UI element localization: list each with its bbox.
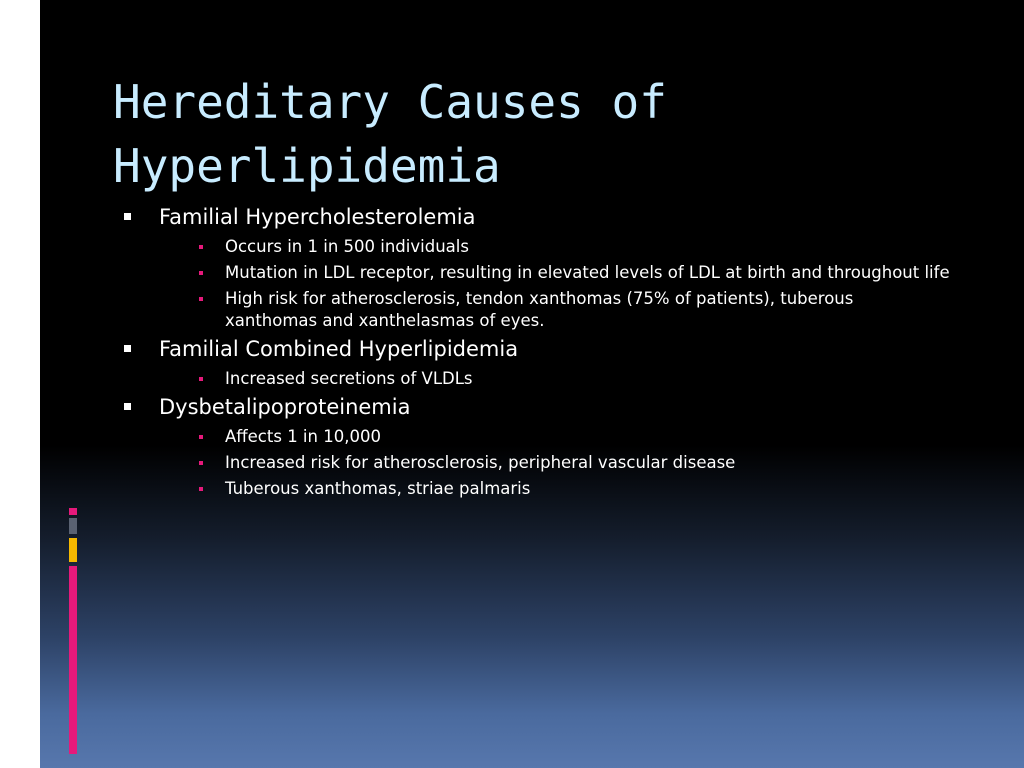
small-square-bullet-icon [199,271,203,275]
sub-point-text: Affects 1 in 10,000 [225,427,381,446]
small-square-bullet-icon [199,487,203,491]
left-margin-strip [0,0,40,768]
sub-point [186,426,950,448]
square-bullet-icon [124,403,131,410]
section [120,202,950,332]
accent-bar-gray [69,518,77,534]
sub-point-text: Increased risk for atherosclerosis, peripheral vascular disease [225,453,736,472]
section-heading [120,202,950,232]
sub-point [186,262,950,284]
slide-title: Hereditary Causes of Hyperlipidemia [113,75,667,193]
sub-point [186,288,950,332]
sub-point [186,236,950,258]
section-heading [120,334,950,364]
small-square-bullet-icon [199,377,203,381]
sub-point [186,452,950,474]
sub-point-text: Occurs in 1 in 500 individuals [225,237,469,256]
accent-bar-pink-long [69,566,77,754]
small-square-bullet-icon [199,245,203,249]
sub-point-text: Increased secretions of VLDLs [225,369,473,388]
sub-point-list [120,426,950,500]
square-bullet-icon [124,345,131,352]
square-bullet-icon [124,213,131,220]
sub-point-text: Tuberous xanthomas, striae palmaris [225,479,531,498]
sub-point [186,368,950,390]
accent-bar-pink-small [69,508,77,515]
section [120,334,950,390]
section-heading-text: Familial Combined Hyperlipidemia [159,337,519,361]
section [120,392,950,500]
small-square-bullet-icon [199,435,203,439]
accent-bar-gold [69,538,77,562]
sub-point-text: High risk for atherosclerosis, tendon xanthomas (75% of patients), tuberous xanthomas and xanthelasmas of eyes. [225,289,854,330]
section-heading-text: Dysbetalipoproteinemia [159,395,411,419]
sub-point [186,478,950,500]
section-heading [120,392,950,422]
sub-point-list [120,236,950,332]
small-square-bullet-icon [199,297,203,301]
section-heading-text: Familial Hypercholesterolemia [159,205,476,229]
sub-point-list [120,368,950,390]
slide-content [120,202,950,502]
sub-point-text: Mutation in LDL receptor, resulting in elevated levels of LDL at birth and throughout life [225,263,950,282]
small-square-bullet-icon [199,461,203,465]
